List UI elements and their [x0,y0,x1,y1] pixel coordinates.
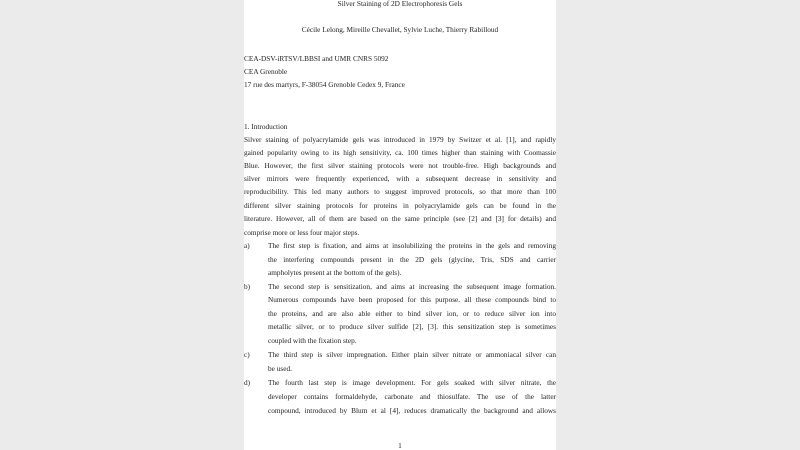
list-item-line: coupled with the fixation step. [268,336,357,345]
paragraph-line: silver mirrors were frequently experienced, with a subsequent decrease in sensitivity and [244,174,556,183]
list-item-line: The first step is fixation, and aims at insolubilizing the proteins in the gels and removing [268,241,556,250]
paragraph-line: comprise more or less four major steps. [244,228,360,237]
list-marker: d) [244,378,251,387]
author-list: Cécile Lelong, Mireille Chevallet, Sylvie Luche, Thierry Rabilloud [301,25,499,34]
paragraph-line: gained popularity owing to its high sensitivity, ca. 100 times higher than staining with Coomassie [244,148,556,157]
paragraph-line: Silver staining of polyacrylamide gels was introduced in 1979 by Switzer et al. [1], and rapidly [244,135,556,144]
list-item-line: metallic silver, or to produce silver sulfide [2], [3]. this sensitization step is sometimes [268,322,556,331]
document-title: Silver Staining of 2D Electrophoresis Gels [337,0,463,8]
document-page [244,0,556,450]
affiliation-line: 17 rue des martyrs, F-38054 Grenoble Cedex 9, France [244,80,405,89]
paragraph-line: reproducibility. This led many authors to suggest improved protocols, so that more than 100 [244,187,556,196]
paragraph-line: different silver staining protocols for proteins in polyacrylamide gels can be found in the [244,201,556,210]
list-item-line: Numerous compounds have been proposed for this purpose. all these compounds bind to [268,295,556,304]
paragraph-line: literature. However, all of them are based on the same principle (see [2] and [3] for details) and [244,214,556,223]
paragraph-line: Blue. However, the first silver staining protocols were not trouble-free. High backgrounds and [244,161,556,170]
list-item-line: ampholytes present at the bottom of the gels). [268,268,402,277]
list-item-line: the proteins, and are also able either to bind silver ion, or to reduce silver ion into [268,309,556,318]
list-item-line: The fourth last step is image development. For gels soaked with silver nitrate, the [268,378,556,387]
affiliation-line: CEA Grenoble [244,67,288,76]
list-marker: c) [244,350,250,359]
page-number: 1 [398,441,402,450]
list-item-line: compound, introduced by Blum et al [4], reduces dramatically the background and allows [268,406,556,415]
list-item-line: The third step is silver impregnation. Either plain silver nitrate or ammoniacal silver can [268,350,556,359]
list-item-line: developer contains formaldehyde, carbonate and thiosulfate. The use of the latter [268,392,556,401]
section-heading: 1. Introduction [244,122,288,131]
list-item-line: be used. [268,364,292,373]
list-marker: b) [244,282,251,291]
list-item-line: The second step is sensitization, and aims at increasing the subsequent image formation. [268,282,556,291]
list-marker: a) [244,241,250,250]
list-item-line: the interfering compounds present in the 2D gels (glycine, Tris, SDS and carrier [268,255,556,264]
affiliation-line: CEA-DSV-iRTSV/LBBSI and UMR CNRS 5092 [244,54,389,63]
